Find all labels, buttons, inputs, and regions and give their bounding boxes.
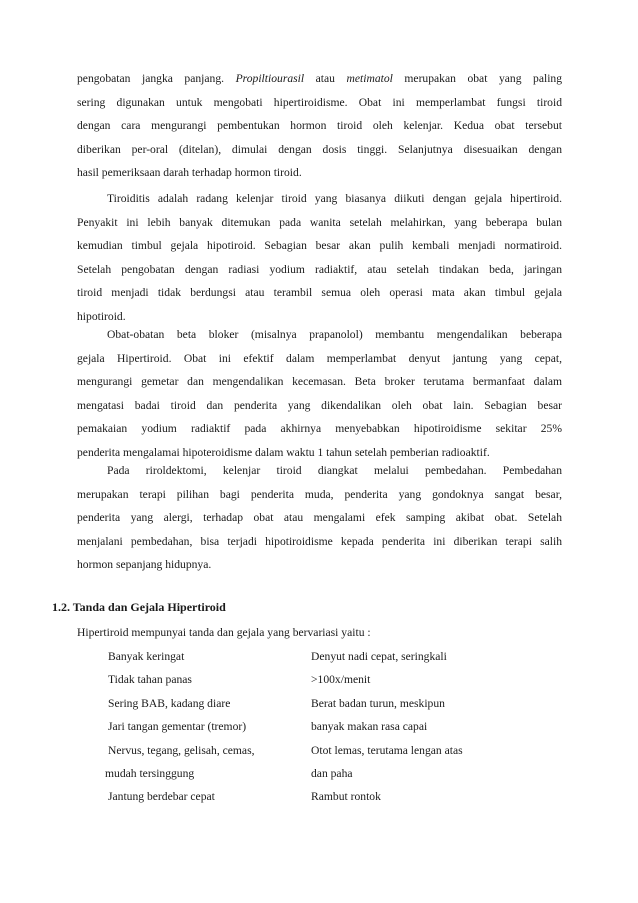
text-line: menjalani pembedahan, bisa terjadi hipotiroidisme kepada penderita ini diberikan terapi salih <box>77 534 562 548</box>
text-line: mengurangi gemetar dan mengendalikan kecemasan. Beta broker terutama bermanfaat dalam <box>77 375 562 388</box>
paragraph-thyroiditis <box>77 187 562 328</box>
paragraph-thyroidectomy <box>77 459 562 577</box>
text-line: dengan cara mengurangi pembentukan hormon tiroid oleh kelenjar. Kedua obat tersebut <box>77 119 562 132</box>
symptom-right: banyak makan rasa capai <box>311 720 428 733</box>
symptom-right: Rambut rontok <box>311 790 381 803</box>
symptom-right: >100x/menit <box>311 673 371 686</box>
symptom-left: Jari tangan gementar (tremor) <box>108 720 247 733</box>
symptom-right: dan paha <box>311 767 353 780</box>
paragraph-antithyroid-drugs <box>77 67 562 185</box>
text-line: merupakan terapi pilihan bagi penderita muda, penderita yang gondoknya sangat besar, <box>77 487 562 501</box>
symptom-left: Nervus, tegang, gelisah, cemas, <box>108 744 255 757</box>
text-line: diberikan per-oral (ditelan), dimulai dengan dosis tinggi. Selanjutnya disesuaikan dengan <box>77 142 562 156</box>
section-heading: 1.2. Tanda dan Gejala Hipertiroid <box>52 600 226 614</box>
text-line: hasil pemeriksaan darah terhadap hormon tiroid. <box>77 166 302 179</box>
text-line: mengatasi badai tiroid dan penderita yang dikendalikan oleh obat lain. Sebagian besar <box>77 398 562 412</box>
symptom-left: mudah tersinggung <box>105 767 195 780</box>
text-line: penderita mengalamai hipoteroidisme dalam waktu 1 tahun setelah pemberian radioaktif. <box>77 445 490 459</box>
section-intro: Hipertiroid mempunyai tanda dan gejala yang bervariasi yaitu : <box>77 626 371 639</box>
symptom-left: Jantung berdebar cepat <box>108 790 215 803</box>
text-line: Obat-obatan beta bloker (misalnya prapanolol) membantu mengendalikan beberapa <box>107 328 562 341</box>
text-line: kemudian timbul gejala hipotiroid. Sebagian besar akan pulih kembali menjadi normatiroid. <box>77 239 562 252</box>
symptom-right: Berat badan turun, meskipun <box>311 697 445 710</box>
drug-name: Propiltiourasil <box>235 72 305 85</box>
paragraph-beta-blockers <box>77 323 562 464</box>
text-line: hormon sepanjang hidupnya. <box>77 558 212 571</box>
symptom-left: Tidak tahan panas <box>108 673 192 686</box>
text-line: gejala Hipertiroid. Obat ini efektif dalam memperlambat denyut jantung yang cepat, <box>77 351 562 365</box>
text-line: pengobatan jangka panjang. Propiltiourasil atau metimatol merupakan obat yang paling <box>77 72 563 85</box>
text-line: Pada riroldektomi, kelenjar tiroid diangkat melalui pembedahan. Pembedahan <box>107 464 562 477</box>
text-line: pemakaian yodium radiaktif pada akhirnya menyebabkan hipotiroidisme sekitar 25% <box>77 422 562 435</box>
text-line: Tiroiditis adalah radang kelenjar tiroid yang biasanya diikuti dengan gejala hipertiroid. <box>107 192 562 205</box>
text-line: Penyakit ini lebih banyak ditemukan pada wanita setelah melahirkan, yang beberapa bulan <box>77 215 562 229</box>
symptom-right: Otot lemas, terutama lengan atas <box>311 744 463 757</box>
text-line: sering digunakan untuk mengobati hipertiroidisme. Obat ini memperlambat fungsi tiroid <box>77 95 562 109</box>
symptom-left: Banyak keringat <box>108 650 185 663</box>
text-line: hipotiroid. <box>77 309 126 323</box>
symptom-left: Sering BAB, kadang diare <box>108 697 231 710</box>
symptom-right: Denyut nadi cepat, seringkali <box>311 650 447 663</box>
text-line: tiroid menjadi tidak berdungsi atau terambil semua oleh operasi mata akan timbul gejala <box>77 286 562 299</box>
drug-name: metimatol <box>346 72 393 85</box>
text-line: Setelah pengobatan dengan radiasi yodium radiaktif, atau setelah tindakan beda, jaringan <box>77 262 562 276</box>
text-line: penderita yang alergi, terhadap obat atau mengalami efek samping akibat obat. Setelah <box>77 511 562 524</box>
